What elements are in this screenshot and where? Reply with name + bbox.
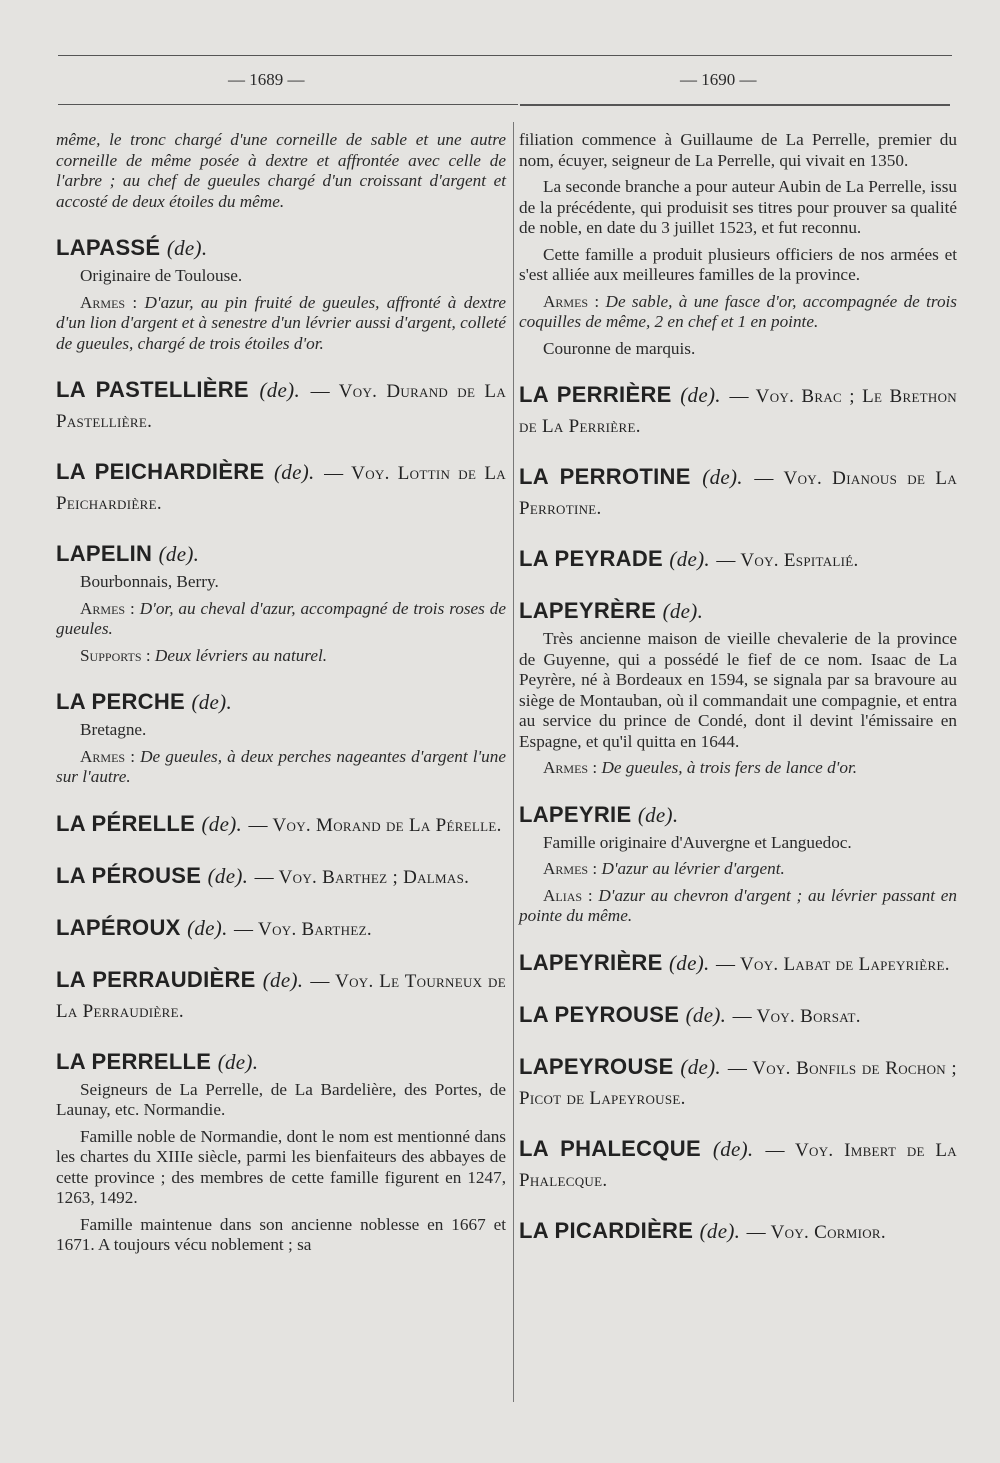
top-rule <box>58 55 952 56</box>
entry-heading: LA PEYRADE (de). — Voy. Espitalié. <box>519 546 859 571</box>
entry-armes: Armes : De gueules, à deux perches nageantes d'argent l'une sur l'autre. <box>56 746 507 786</box>
entry-heading: LA PERRAUDIÈRE (de). — Voy. Le Tourneux de La Perraudière. <box>56 966 506 1022</box>
right-column <box>519 130 957 1257</box>
entry-heading: LA PEYROUSE (de). — Voy. Borsat. <box>519 1001 861 1027</box>
entry-perriere <box>519 381 957 441</box>
entry-peichardiere <box>56 458 506 518</box>
entry-perrotine <box>519 463 957 523</box>
entry-heading: LA PICARDIÈRE (de). — Voy. Cormior. <box>519 1217 886 1243</box>
entry-heading: LA PERCHE (de). <box>56 689 232 714</box>
entry-lapasse <box>56 234 506 354</box>
entry-heading: LAPEYRIE (de). <box>519 801 679 827</box>
entry-armes: Armes : De sable, à une fasce d'or, accompagnée de trois coquilles de même, 2 en chef et 1 en pointe. <box>519 291 957 331</box>
entry-lapelin <box>56 540 506 666</box>
entry-armes: Armes : D'azur au lévrier d'argent. <box>543 859 785 878</box>
entry-heading: LA PASTELLIÈRE (de). — Voy. Durand de La Pastellière. <box>56 377 507 432</box>
continuation-text: même, le tronc chargé d'une corneille de sable et une autre corneille de même posée à dextre et affrontée avec celle de l'arbre ; au chef de gueules chargé d'un croissant d'argent et accosté de deux étoiles du même. <box>56 130 506 211</box>
column-divider <box>513 122 514 1402</box>
right-page-number: — 1690 — <box>680 70 757 89</box>
entry-perouse <box>56 862 506 892</box>
entry-heading: LA PÉRELLE (de). — Voy. Morand de La Pérelle. <box>56 810 502 836</box>
entry-origin: Famille originaire d'Auvergne et Languedoc. <box>543 832 852 852</box>
entry-heading: LAPEYRIÈRE (de). — Voy. Labat de Lapeyrière. <box>519 949 950 975</box>
entry-perrelle <box>56 1048 506 1256</box>
entry-paragraph: Très ancienne maison de vieille chevalerie de la province de Guyenne, qui a possédé le fief de ce nom. Isaac de La Peyrère, né à Bordeaux en 1594, se signala par sa bravoure au siège de Montauban, où il commandait une compagnie, et entra au service du prince de Condé, dont il devint l'émissaire en Espagne, et qu'il quitta en 1644. <box>519 629 957 751</box>
entry-paragraph: Famille noble de Normandie, dont le nom est mentionné dans les chartes du XIIIe siècle, parmi les bienfaiteurs des abbayes de cette province ; des membres de cette famille figurent en 1247, 1263, 1492. <box>56 1126 506 1207</box>
entry-heading: LA PÉROUSE (de). — Voy. Barthez ; Dalmas. <box>56 862 470 888</box>
entry-alias: Alias : D'azur au chevron d'argent ; au lévrier passant en pointe du même. <box>519 885 958 925</box>
entry-armes: Armes : D'or, au cheval d'azur, accompagné de trois roses de gueules. <box>56 598 506 638</box>
entry-heading: LAPEYROUSE (de). — Voy. Bonfils de Rochon ; Picot de Lapeyrouse. <box>519 1053 957 1109</box>
left-column <box>56 130 506 1266</box>
entry-lapeyrie <box>519 801 957 927</box>
entry-laperoux <box>56 914 506 944</box>
entry-phalecque <box>519 1135 957 1195</box>
entry-perelle <box>56 810 506 840</box>
entry-heading: LAPÉROUX (de). — Voy. Barthez. <box>56 914 372 940</box>
entry-peyrade <box>519 545 957 575</box>
entry-origin: Bretagne. <box>80 720 147 739</box>
entry-lapeyrouse <box>519 1053 957 1113</box>
entry-armes: Armes : De gueules, à trois fers de lance d'or. <box>543 758 858 777</box>
entry-picardiere <box>519 1217 957 1247</box>
continuation-text: filiation commence à Guillaume de La Perrelle, premier du nom, écuyer, seigneur de La Perrelle, qui vivait en 1350. <box>519 130 957 170</box>
entry-perche <box>56 688 506 788</box>
entry-armes: Armes : D'azur, au pin fruité de gueules, affronté à dextre d'un lion d'argent et à senestre d'un lévrier aussi d'argent, colleté de gueules, chargé de trois étoiles d'or. <box>56 292 507 353</box>
entry-heading: LAPEYRÈRE (de). <box>519 598 704 623</box>
left-page-number: — 1689 — <box>228 70 305 89</box>
entry-couronne: Couronne de marquis. <box>543 338 696 358</box>
entry-lapeyrere <box>519 597 957 779</box>
entry-heading: LAPELIN (de). <box>56 541 200 566</box>
entry-heading: LA PEICHARDIÈRE (de). — Voy. Lottin de La Peichardière. <box>56 459 506 514</box>
entry-pastelliere <box>56 376 506 436</box>
entry-lapeyriere <box>519 949 957 979</box>
entry-paragraph: Famille maintenue dans son ancienne noblesse en 1667 et 1671. A toujours vécu noblement ; sa <box>56 1214 506 1254</box>
right-header-rule <box>520 104 950 106</box>
entry-perraudiere <box>56 966 506 1026</box>
entry-supports: Supports : Deux lévriers au naturel. <box>80 645 328 665</box>
entry-origin: Bourbonnais, Berry. <box>80 572 219 591</box>
entry-heading: LA PERROTINE (de). — Voy. Dianous de La Perrotine. <box>519 464 958 519</box>
entry-paragraph: Cette famille a produit plusieurs officiers de nos armées et s'est alliée aux meilleures familles de la province. <box>519 244 957 284</box>
entry-paragraph: La seconde branche a pour auteur Aubin de La Perrelle, issu de la précédente, qui produisit ses titres pour prouver sa qualité de noble, en date du 3 juillet 1523, et fut reconnu. <box>519 177 957 237</box>
entry-paragraph: Seigneurs de La Perrelle, de La Bardelière, des Portes, de Launay, etc. Normandie. <box>56 1079 506 1119</box>
entry-heading: LA PERRELLE (de). <box>56 1048 259 1074</box>
entry-origin: Originaire de Toulouse. <box>80 266 243 285</box>
entry-heading: LA PERRIÈRE (de). — Voy. Brac ; Le Brethon de La Perrière. <box>519 382 957 437</box>
entry-heading: LA PHALECQUE (de). — Voy. Imbert de La Phalecque. <box>519 1135 957 1191</box>
left-header-rule <box>58 104 518 105</box>
entry-heading: LAPASSÉ (de). <box>56 235 208 260</box>
entry-peyrouse <box>519 1001 957 1031</box>
